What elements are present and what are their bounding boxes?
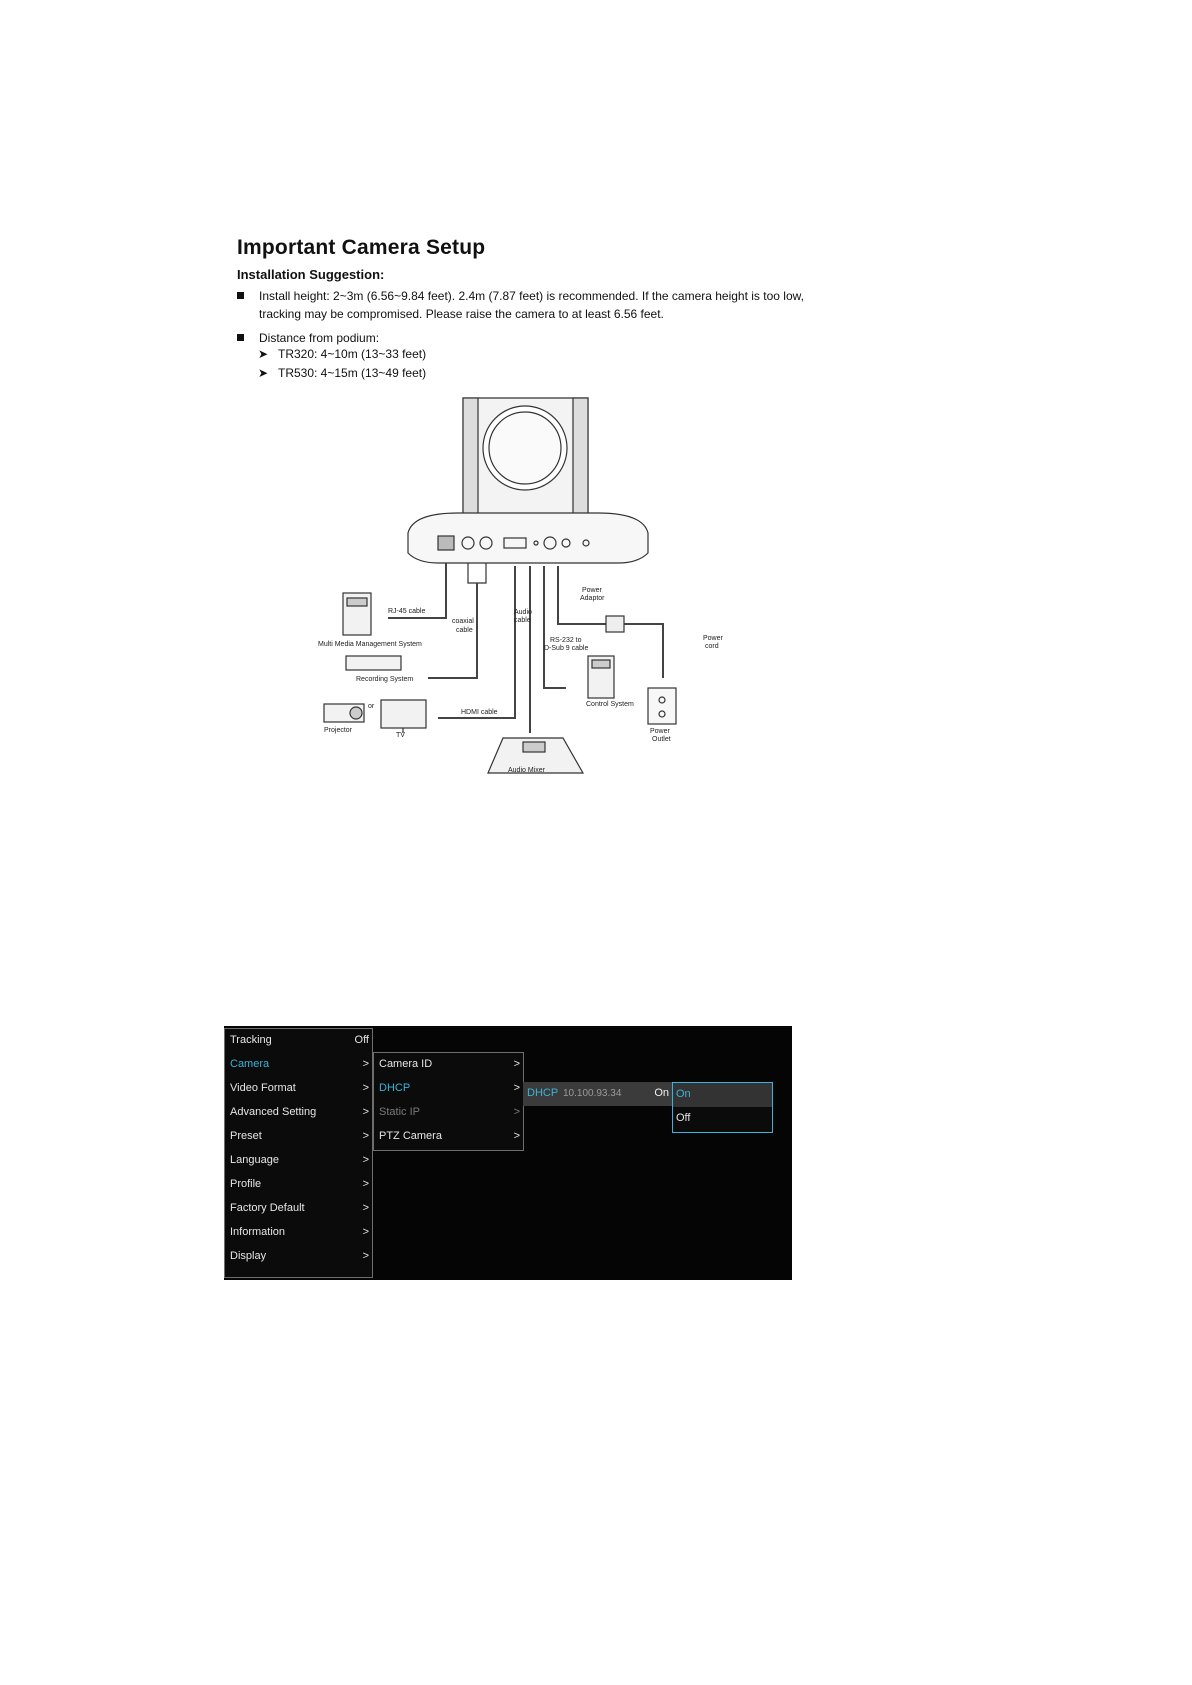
submenu-item-camera-id[interactable] xyxy=(374,1053,523,1077)
submenu-item-label: DHCP xyxy=(379,1082,411,1094)
label-mms: Multi Media Management System xyxy=(318,641,422,648)
ip-address: 10.100.93.34 xyxy=(563,1088,622,1099)
chevron-right-icon: > xyxy=(362,1202,369,1214)
option-label: On xyxy=(676,1088,691,1100)
chevron-right-icon: > xyxy=(362,1058,369,1070)
dhcp-setting-row[interactable] xyxy=(523,1082,673,1106)
chevron-right-icon: > xyxy=(513,1082,520,1094)
chevron-right-icon: > xyxy=(362,1226,369,1238)
label-or: or xyxy=(368,703,375,710)
menu-item-camera[interactable] xyxy=(225,1053,372,1077)
label-audio-1: Audio xyxy=(514,609,532,616)
menu-item-profile[interactable] xyxy=(225,1173,372,1197)
ptz-camera-icon xyxy=(408,398,648,563)
page-title: Important Camera Setup xyxy=(237,236,486,259)
label-rj45: RJ-45 cable xyxy=(388,608,426,615)
distance-text: TR320: 4~10m (13~33 feet) xyxy=(278,347,427,361)
menu-item-factory-default[interactable] xyxy=(225,1197,372,1221)
chevron-right-icon: > xyxy=(513,1058,520,1070)
option-on[interactable] xyxy=(673,1083,772,1107)
label-projector: Projector xyxy=(324,727,353,734)
label-rs232-2: D-Sub 9 cable xyxy=(544,645,589,652)
osd-menu-screenshot xyxy=(224,1026,792,1280)
submenu-item-dhcp[interactable] xyxy=(374,1077,523,1101)
control-system-icon xyxy=(588,656,614,698)
submenu-item-ptz-camera[interactable] xyxy=(374,1125,523,1149)
menu-item-label: Factory Default xyxy=(230,1202,305,1214)
label-audio-2: cable xyxy=(514,617,531,624)
menu-item-label: Tracking xyxy=(230,1034,272,1046)
submenu-item-static-ip xyxy=(374,1101,523,1125)
submenu-item-label: Camera ID xyxy=(379,1058,433,1070)
main-menu xyxy=(224,1028,373,1278)
square-bullet-icon xyxy=(237,334,244,341)
menu-item-label: Advanced Setting xyxy=(230,1106,317,1118)
camera-connection-diagram xyxy=(318,388,788,776)
menu-item-video-format[interactable] xyxy=(225,1077,372,1101)
menu-item-display[interactable] xyxy=(225,1245,372,1269)
menu-item-label: Preset xyxy=(230,1130,262,1142)
chevron-right-icon: > xyxy=(362,1106,369,1118)
chevron-right-icon: > xyxy=(513,1106,520,1118)
dhcp-value: On xyxy=(654,1087,669,1099)
projector-icon xyxy=(324,704,364,722)
chevron-right-icon: > xyxy=(362,1250,369,1262)
label-coaxial-2: cable xyxy=(456,627,473,634)
distance-tr320 xyxy=(258,347,426,361)
menu-item-label: Profile xyxy=(230,1178,262,1190)
label-adaptor-2: Adaptor xyxy=(580,595,605,602)
chevron-right-icon: > xyxy=(362,1130,369,1142)
square-bullet-icon xyxy=(237,292,244,299)
arrow-bullet-icon: ➤ xyxy=(258,366,269,380)
chevron-right-icon: > xyxy=(362,1178,369,1190)
dhcp-options-dropdown xyxy=(672,1082,773,1133)
bullet-distance xyxy=(237,329,817,347)
menu-item-label: Information xyxy=(230,1226,286,1238)
chevron-right-icon: > xyxy=(513,1130,520,1142)
menu-item-label: Video Format xyxy=(230,1082,296,1094)
bullet-install-height xyxy=(237,287,817,323)
menu-item-information[interactable] xyxy=(225,1221,372,1245)
label-audio-mixer: Audio Mixer xyxy=(508,767,545,774)
camera-submenu xyxy=(373,1052,524,1151)
menu-item-preset[interactable] xyxy=(225,1125,372,1149)
label-recording: Recording System xyxy=(356,676,414,683)
menu-item-label: Camera xyxy=(230,1058,270,1070)
distance-tr530 xyxy=(258,366,426,380)
bullet-text: Install height: 2~3m (6.56~9.84 feet). 2.4m (7.87 feet) is recommended. If the camera height is too low, tracking may be compromised. Please raise the camera to at least 6.56 feet. xyxy=(259,289,804,321)
submenu-item-label: Static IP xyxy=(379,1106,420,1118)
label-rs232-1: RS-232 to xyxy=(550,637,582,644)
bullet-text: Distance from podium: xyxy=(259,331,380,345)
menu-item-tracking[interactable] xyxy=(225,1029,372,1053)
submenu-item-label: PTZ Camera xyxy=(379,1130,442,1142)
menu-item-advanced-setting[interactable] xyxy=(225,1101,372,1125)
label-outlet-1: Power xyxy=(650,728,670,735)
chevron-right-icon: > xyxy=(362,1154,369,1166)
power-outlet-icon xyxy=(648,688,676,724)
label-tv: TV xyxy=(396,732,405,739)
dhcp-label: DHCP xyxy=(527,1087,559,1099)
chevron-right-icon: > xyxy=(362,1082,369,1094)
label-control: Control System xyxy=(586,701,634,708)
arrow-bullet-icon: ➤ xyxy=(258,347,269,361)
option-off[interactable] xyxy=(673,1107,772,1131)
option-label: Off xyxy=(676,1112,691,1124)
label-coaxial-1: coaxial xyxy=(452,618,474,625)
label-outlet-2: Outlet xyxy=(652,736,671,743)
computer-icon xyxy=(343,593,371,635)
menu-item-label: Language xyxy=(230,1154,279,1166)
label-cord-1: Power xyxy=(703,635,723,642)
label-cord-2: cord xyxy=(705,643,719,650)
menu-item-value: Off xyxy=(354,1034,369,1046)
menu-item-language[interactable] xyxy=(225,1149,372,1173)
recorder-icon xyxy=(346,656,401,670)
distance-text: TR530: 4~15m (13~49 feet) xyxy=(278,366,427,380)
section-subtitle: Installation Suggestion: xyxy=(237,267,385,282)
tv-icon xyxy=(381,700,426,733)
label-adaptor-1: Power xyxy=(582,587,602,594)
menu-item-label: Display xyxy=(230,1250,267,1262)
label-hdmi: HDMI cable xyxy=(461,709,498,716)
